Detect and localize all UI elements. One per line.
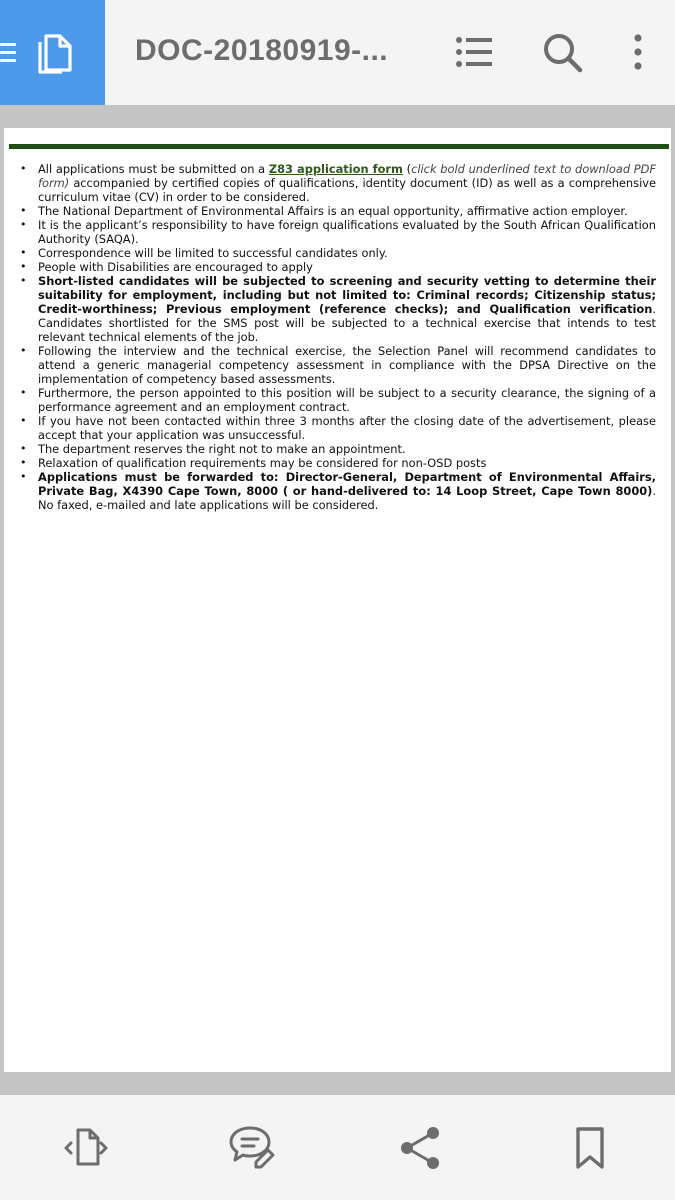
bookmark-icon[interactable]	[566, 1124, 614, 1172]
documents-tab[interactable]	[0, 0, 105, 105]
list-item	[10, 344, 656, 386]
bullet-icon: •	[20, 274, 27, 287]
bullet-icon: •	[20, 204, 27, 217]
item-text: Furthermore, the person appointed to this position will be subject to a security clearance, the signing of a performance agreement and an employment contract.	[38, 386, 656, 414]
document-icon	[34, 32, 74, 74]
document-viewer[interactable]	[0, 105, 675, 1095]
bullet-icon: •	[20, 414, 27, 427]
document-page	[4, 128, 671, 1072]
bullet-icon: •	[20, 218, 27, 231]
search-icon[interactable]	[540, 30, 584, 74]
document-content	[10, 162, 656, 512]
requirements-list	[10, 162, 656, 512]
list-item	[10, 386, 656, 414]
list-item	[10, 260, 656, 274]
comment-icon[interactable]	[228, 1124, 276, 1172]
item-text: Applications must be forwarded to: Director-General, Department of Environmental Affairs, Private Bag, X4390 Cape Town, 8000 ( or hand-delivered to: 14 Loop Street, Cape Town 8000)	[38, 470, 656, 498]
item-text: It is the applicant’s responsibility to have foreign qualifications evaluated by the South African Qualification Authority (SAQA).	[38, 218, 656, 246]
bullet-icon: •	[20, 442, 27, 455]
bullet-icon: •	[20, 246, 27, 259]
item-text: Relaxation of qualification requirements may be considered for non-OSD posts	[38, 456, 487, 470]
item-text: click bold underlined text to download PDF form)	[38, 162, 656, 190]
item-text: The National Department of Environmental Affairs is an equal opportunity, affirmative action employer.	[38, 204, 628, 218]
list-item	[10, 456, 656, 470]
bullet-icon: •	[20, 162, 27, 175]
item-text: Correspondence will be limited to successful candidates only.	[38, 246, 388, 260]
list-item	[10, 246, 656, 260]
bullet-icon: •	[20, 386, 27, 399]
list-item	[10, 162, 656, 204]
item-text: People with Disabilities are encouraged to apply	[38, 260, 313, 274]
z83-form-link[interactable]: Z83 application form	[268, 162, 403, 176]
reading-mode-icon[interactable]	[62, 1124, 110, 1172]
bullet-icon: •	[20, 470, 27, 483]
list-item	[10, 274, 656, 344]
item-text: All applications must be submitted on a	[38, 162, 269, 176]
bullet-icon: •	[20, 344, 27, 357]
list-item	[10, 470, 656, 512]
more-icon[interactable]	[616, 30, 660, 74]
item-text: Short-listed candidates will be subjected to screening and security vetting to determine their suitability for employment, including but not limited to: Criminal records; Citizenship status; Credit-worthiness; Previous employment (reference checks); and Qualification verification	[38, 274, 656, 316]
bullet-icon: •	[20, 456, 27, 469]
menu-icon[interactable]	[0, 43, 16, 63]
item-text: . No faxed, e-mailed and late applications will be considered.	[38, 484, 656, 512]
header-rule	[9, 144, 669, 149]
list-item	[10, 218, 656, 246]
top-app-bar	[0, 0, 675, 105]
item-text: (	[402, 162, 412, 176]
list-item	[10, 414, 656, 442]
document-title: DOC-20180919-...	[135, 34, 389, 67]
item-text: . Candidates shortlisted for the SMS post will be subjected to a technical exercise that intends to test relevant technical elements of the job.	[38, 302, 656, 344]
item-text: If you have not been contacted within three 3 months after the closing date of the advertisement, please accept that your application was unsuccessful.	[38, 414, 656, 442]
item-text: The department reserves the right not to make an appointment.	[38, 442, 406, 456]
list-item	[10, 204, 656, 218]
list-item	[10, 442, 656, 456]
item-text: accompanied by certified copies of qualifications, identity document (ID) as well as a comprehensive curriculum vitae (CV) in order to be considered.	[38, 176, 656, 204]
share-icon[interactable]	[396, 1124, 444, 1172]
item-text: Following the interview and the technical exercise, the Selection Panel will recommend candidates to attend a generic managerial competency assessment in compliance with the DPSA Directive on the implementation of competency based assessments.	[38, 344, 656, 386]
list-icon[interactable]	[452, 30, 496, 74]
bullet-icon: •	[20, 260, 27, 273]
